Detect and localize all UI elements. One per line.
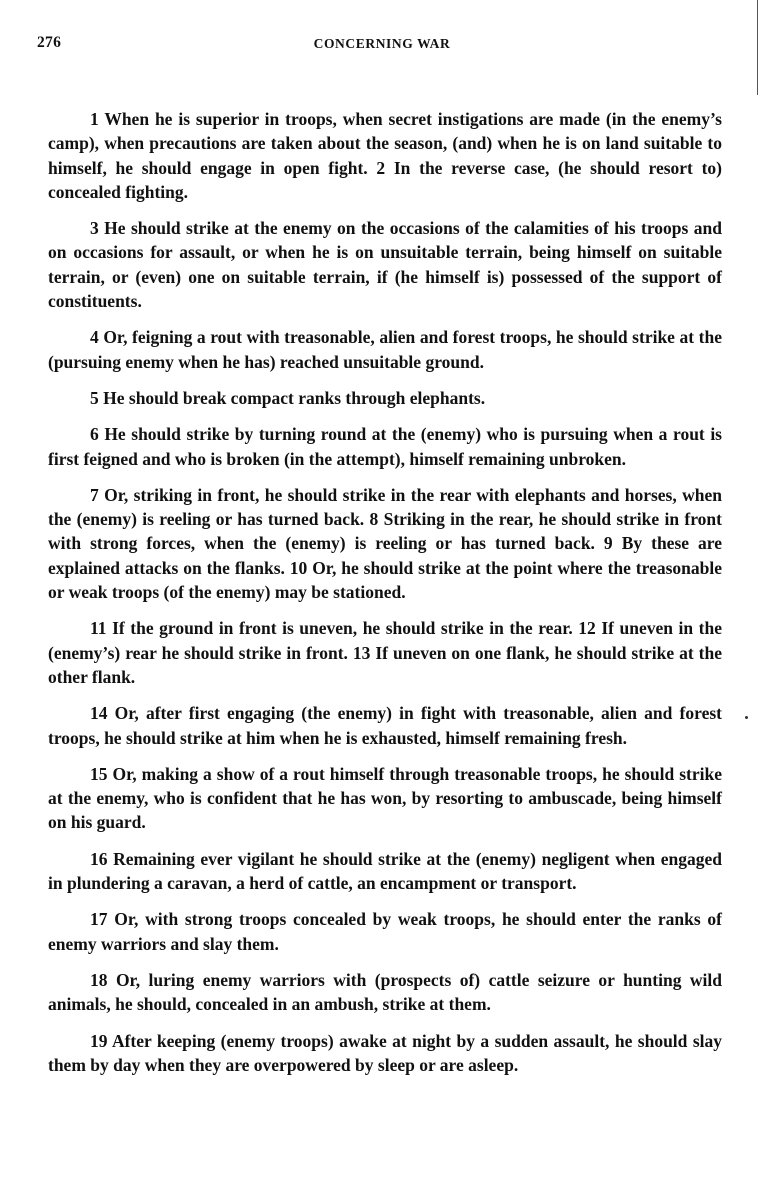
- page-number: 276: [37, 34, 62, 51]
- paragraph-19: 19 After keeping (enemy troops) awake at night by a sudden assault, he should slay them by day when they are overpowered by sleep or are asleep.: [48, 1030, 722, 1075]
- paragraph-7: 7 Or, striking in front, he should strike in the rear with elephants and horses, when the (enemy) is reeling or has turned back. 8 Striking in the rear, he should strike in front with strong forces, when the (enemy) is reeling or has turned back. 9 By these are explained attacks on the flanks. 10 Or, he should strike at the point where the treasonable or weak troops (of the enemy) may be stationed.: [48, 484, 722, 603]
- paragraph-14: 14 Or, after first engaging (the enemy) in fight with treasonable, alien and forest troops, he should strike at him when he is exhausted, himself remaining fresh.: [48, 703, 722, 748]
- paragraph-11: 11 If the ground in front is uneven, he should strike in the rear. 12 If uneven in the (enemy’s) rear he should strike in front. 13 If uneven on one flank, he should strike at the other flank.: [48, 618, 722, 687]
- running-title: CONCERNING WAR: [313, 36, 451, 51]
- paragraph-18: 18 Or, luring enemy warriors with (prospects of) cattle seizure or hunting wild animals, he should, concealed in an ambush, strike at them.: [48, 969, 722, 1015]
- page-header: [37, 34, 727, 58]
- paragraph-1: 1 When he is superior in troops, when secret instigations are made (in the enemy’s camp), when precautions are taken about the season, (and) when he is on land suitable to himself, he should engage in open fight. 2 In the reverse case, (he should resort to) concealed fighting.: [48, 109, 722, 202]
- print-speck: [745, 716, 748, 719]
- paragraph-6: 6 He should strike by turning round at the (enemy) who is pursuing when a rout is first feigned and who is broken (in the attempt), himself remaining unbroken.: [48, 424, 722, 469]
- page-edge-line: [757, 0, 758, 95]
- paragraph-3: 3 He should strike at the enemy on the occasions of the calamities of his troops and on occasions for assault, or when he is on unsuitable terrain, being himself on suitable terrain, or (even) one on suitable terrain, if (he himself is) possessed of the support of constituents.: [48, 218, 722, 312]
- paragraph-17: 17 Or, with strong troops concealed by weak troops, he should enter the ranks of enemy warriors and slay them.: [48, 909, 722, 954]
- paragraph-5: 5 He should break compact ranks through elephants.: [90, 387, 486, 408]
- paragraph-16: 16 Remaining ever vigilant he should strike at the (enemy) negligent when engaged in plundering a caravan, a herd of cattle, an encampment or transport.: [48, 848, 722, 894]
- paragraph-15: 15 Or, making a show of a rout himself through treasonable troops, he should strike at the enemy, who is confident that he has won, by resorting to ambuscade, being himself on his guard.: [48, 763, 722, 833]
- paragraph-4: 4 Or, feigning a rout with treasonable, alien and forest troops, he should strike at the (pursuing enemy when he has) reached unsuitable ground.: [48, 327, 722, 372]
- body-text: [48, 107, 722, 1077]
